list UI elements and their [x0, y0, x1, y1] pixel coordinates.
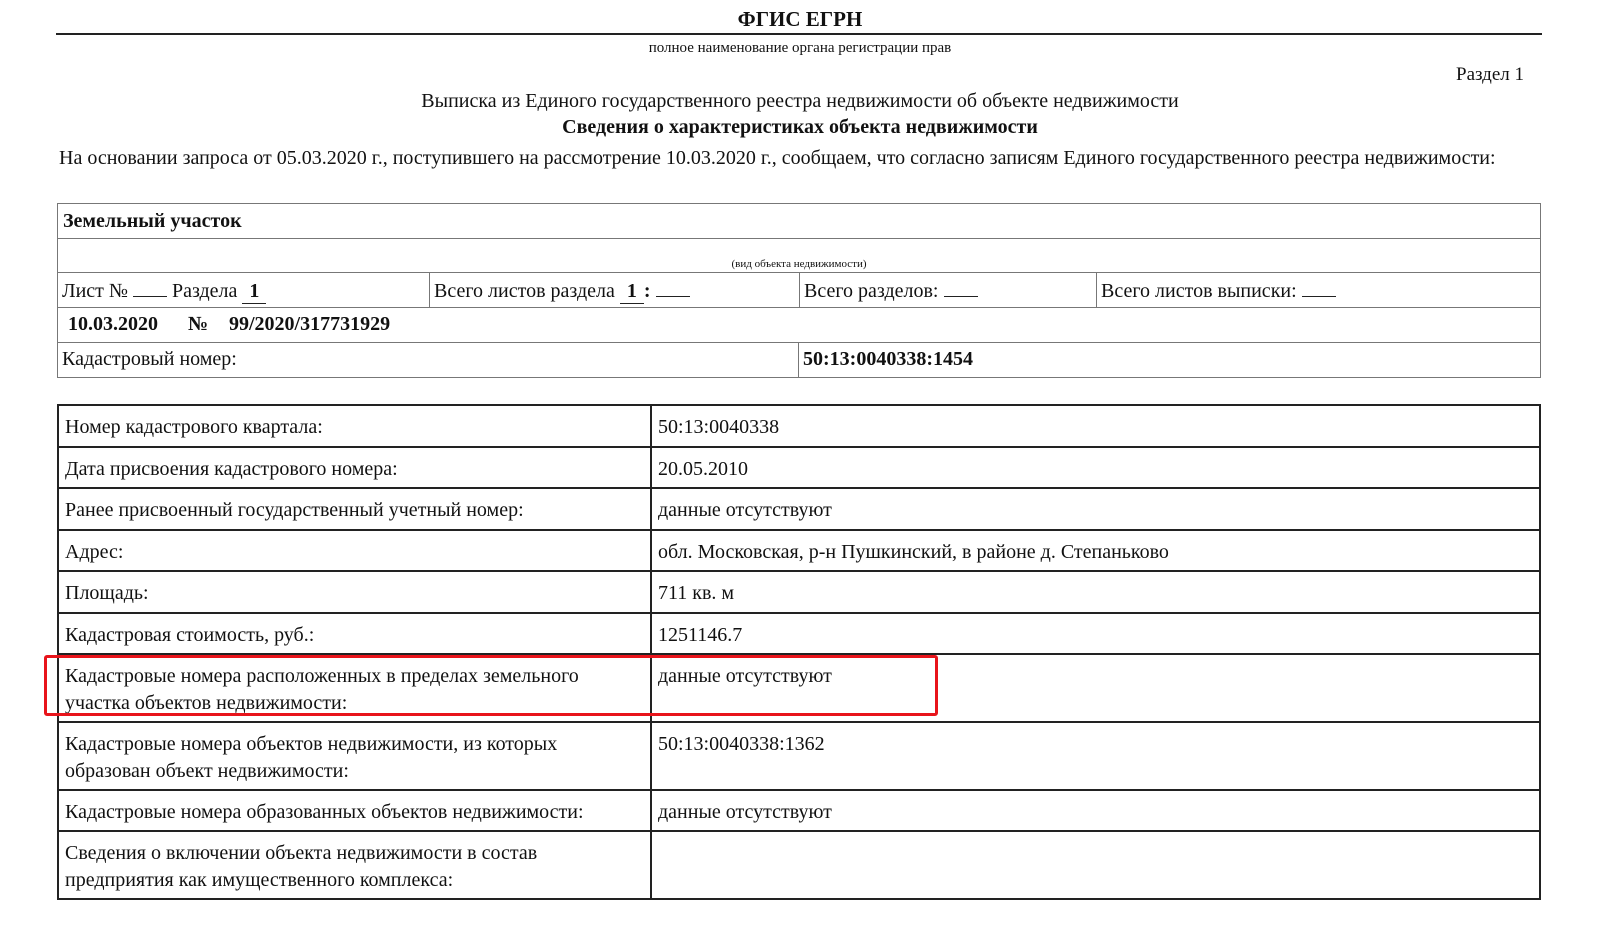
- table-row: [58, 405, 1540, 447]
- sheets-row: [58, 273, 1540, 308]
- agency-name: ФГИС ЕГРН: [737, 7, 863, 31]
- row-value: 50:13:0040338:1362: [651, 722, 1540, 790]
- object-type: Земельный участок: [63, 210, 242, 232]
- sheet-number-blank: [133, 278, 167, 297]
- document-subtitle: Сведения о характеристиках объекта недвижимости: [562, 116, 1038, 138]
- row-label: Ранее присвоенный государственный учетный номер:: [58, 488, 651, 530]
- table-row: [58, 530, 1540, 571]
- cadastral-value: 50:13:0040338:1454: [803, 348, 973, 370]
- document-title: Выписка из Единого государственного реестра недвижимости об объекте недвижимости: [421, 90, 1179, 112]
- row-value: 50:13:0040338: [651, 405, 1540, 447]
- cadastral-label-cell: [58, 343, 799, 377]
- sheets-in-section-value: 1: [620, 280, 644, 304]
- agency-underline: [56, 33, 1542, 35]
- object-type-row: [58, 204, 1540, 239]
- object-type-caption-row: [58, 239, 1540, 273]
- number-sign: №: [188, 313, 209, 335]
- section-value: 1: [242, 280, 266, 304]
- sheets-in-section-cell: Всего листов раздела 1 :: [430, 273, 800, 307]
- total-sections-cell: [800, 273, 1097, 307]
- row-label: Сведения о включении объекта недвижимости в состав предприятия как имущественного комплекса:: [58, 831, 651, 899]
- registration-number: 99/2020/317731929: [229, 313, 391, 335]
- table-row: [58, 722, 1540, 790]
- sheet-label: Лист №: [62, 280, 128, 302]
- cadastral-value-cell: [799, 343, 1540, 377]
- agency-caption: полное наименование органа регистрации прав: [648, 40, 952, 56]
- sheet-number-cell: [58, 273, 430, 307]
- table-row: [58, 613, 1540, 654]
- row-value: обл. Московская, р-н Пушкинский, в районе д. Степаньково: [651, 530, 1540, 571]
- row-value: данные отсутствуют: [651, 654, 1540, 722]
- object-info-block: [57, 203, 1541, 378]
- row-value: данные отсутствуют: [651, 488, 1540, 530]
- row-label: Кадастровые номера расположенных в пределах земельного участка объектов недвижимости:: [58, 654, 651, 722]
- cadastral-number-row: [58, 343, 1540, 377]
- row-value: 1251146.7: [651, 613, 1540, 654]
- row-label: Кадастровая стоимость, руб.:: [58, 613, 651, 654]
- row-value: 711 кв. м: [651, 571, 1540, 613]
- row-value: данные отсутствуют: [651, 790, 1540, 831]
- row-label: Номер кадастрового квартала:: [58, 405, 651, 447]
- row-value: [651, 831, 1540, 899]
- row-value: 20.05.2010: [651, 447, 1540, 488]
- basis-paragraph: На основании запроса от 05.03.2020 г., поступившего на рассмотрение 10.03.2020 г., сообщаем, что согласно записям Единого государственного реестра недвижимости:: [59, 147, 1496, 169]
- total-sheets-blank: [1302, 278, 1336, 297]
- object-type-caption: (вид объекта недвижимости): [731, 258, 867, 270]
- table-row: [58, 447, 1540, 488]
- row-label: Площадь:: [58, 571, 651, 613]
- total-sheets-cell: [1097, 273, 1540, 307]
- row-label: Дата присвоения кадастрового номера:: [58, 447, 651, 488]
- table-row: [58, 488, 1540, 530]
- row-label: Кадастровые номера образованных объектов недвижимости:: [58, 790, 651, 831]
- cadastral-label: Кадастровый номер:: [62, 348, 237, 370]
- section-reference: Раздел 1: [1456, 64, 1524, 85]
- total-sheets-label: Всего листов выписки:: [1101, 280, 1297, 302]
- registration-date: 10.03.2020: [68, 313, 158, 335]
- table-row: [58, 831, 1540, 899]
- row-label: Кадастровые номера объектов недвижимости, из которых образован объект недвижимости:: [58, 722, 651, 790]
- table-row: [58, 790, 1540, 831]
- total-sections-label: Всего разделов:: [804, 280, 939, 302]
- sheets-in-section-label: Всего листов раздела: [434, 280, 615, 302]
- row-label: Адрес:: [58, 530, 651, 571]
- section-label: Раздела: [171, 280, 238, 302]
- total-sections-blank: [944, 278, 978, 297]
- characteristics-table: [57, 404, 1541, 900]
- registration-row: [58, 308, 1540, 343]
- sheets-in-section-blank: [656, 278, 690, 297]
- table-row: [58, 571, 1540, 613]
- table-row: [58, 654, 1540, 722]
